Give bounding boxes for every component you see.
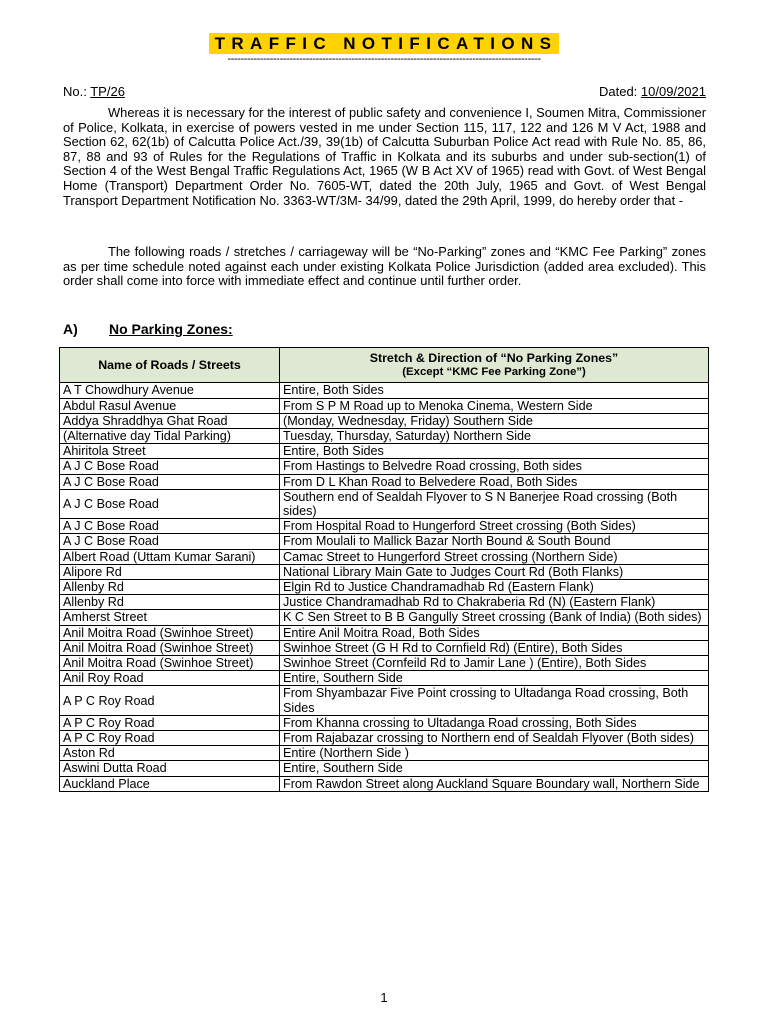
table-row xyxy=(60,580,709,595)
table-row xyxy=(60,761,709,776)
road-name-cell: Auckland Place xyxy=(60,776,280,791)
page-title: TRAFFIC NOTIFICATIONS xyxy=(209,33,560,54)
road-name-cell: A P C Roy Road xyxy=(60,686,280,715)
table-row xyxy=(60,610,709,625)
stretch-cell: Elgin Rd to Justice Chandramadhab Rd (Eastern Flank) xyxy=(280,580,709,595)
table-header-row xyxy=(60,348,709,383)
stretch-cell: Southern end of Sealdah Flyover to S N Banerjee Road crossing (Both sides) xyxy=(280,489,709,518)
road-name-cell: Anil Moitra Road (Swinhoe Street) xyxy=(60,625,280,640)
road-name-cell: A P C Roy Road xyxy=(60,731,280,746)
road-name-cell: Anil Moitra Road (Swinhoe Street) xyxy=(60,640,280,655)
notification-number-label: No.: xyxy=(63,84,87,99)
column-header-road: Name of Roads / Streets xyxy=(60,348,280,383)
road-name-cell: Ahiritola Street xyxy=(60,444,280,459)
stretch-cell: From Khanna crossing to Ultadanga Road crossing, Both Sides xyxy=(280,715,709,730)
order-paragraph: The following roads / stretches / carriageway will be “No-Parking” zones and “KMC Fee Parking” zones as per time schedule noted against each under existing Kolkata Police Jurisdiction (added area excluded). This order shall come into force with immediate effect and continue until further order. xyxy=(63,244,706,289)
section-heading xyxy=(63,321,233,338)
table-row xyxy=(60,383,709,398)
table-row xyxy=(60,625,709,640)
stretch-cell: Entire, Southern Side xyxy=(280,761,709,776)
road-name-cell: (Alternative day Tidal Parking) xyxy=(60,429,280,444)
notification-date-value: 10/09/2021 xyxy=(640,84,706,99)
stretch-cell: From Rajabazar crossing to Northern end of Sealdah Flyover (Both sides) xyxy=(280,731,709,746)
notification-number-value: TP/26 xyxy=(90,84,125,99)
table-row xyxy=(60,746,709,761)
stretch-cell: K C Sen Street to B B Gangully Street crossing (Bank of India) (Both sides) xyxy=(280,610,709,625)
page-number: 1 xyxy=(380,990,388,1005)
stretch-cell: Tuesday, Thursday, Saturday) Northern Side xyxy=(280,429,709,444)
table-row xyxy=(60,444,709,459)
table-row xyxy=(60,595,709,610)
table-row xyxy=(60,715,709,730)
road-name-cell: Aswini Dutta Road xyxy=(60,761,280,776)
stretch-cell: (Monday, Wednesday, Friday) Southern Side xyxy=(280,413,709,428)
table-row xyxy=(60,474,709,489)
section-title: No Parking Zones: xyxy=(109,321,233,337)
road-name-cell: Allenby Rd xyxy=(60,580,280,595)
stretch-cell: Swinhoe Street (Cornfeild Rd to Jamir Lane ) (Entire), Both Sides xyxy=(280,656,709,671)
stretch-cell: From Rawdon Street along Auckland Square Boundary wall, Northern Side xyxy=(280,776,709,791)
road-name-cell: A T Chowdhury Avenue xyxy=(60,383,280,398)
column-header-stretch-subtitle: (Except “KMC Fee Parking Zone”) xyxy=(402,366,586,379)
notification-number xyxy=(63,84,125,100)
stretch-cell: From Hospital Road to Hungerford Street crossing (Both Sides) xyxy=(280,519,709,534)
table-row xyxy=(60,671,709,686)
table-row xyxy=(60,398,709,413)
notification-date xyxy=(599,84,706,100)
stretch-cell: From Shyambazar Five Point crossing to Ultadanga Road crossing, Both Sides xyxy=(280,686,709,715)
table-row xyxy=(60,564,709,579)
table-row xyxy=(60,413,709,428)
table-row xyxy=(60,686,709,715)
road-name-cell: A J C Bose Road xyxy=(60,489,280,518)
road-name-cell: A J C Bose Road xyxy=(60,519,280,534)
table-row xyxy=(60,731,709,746)
title-wrapper xyxy=(0,33,768,54)
stretch-cell: Swinhoe Street (G H Rd to Cornfield Rd) (Entire), Both Sides xyxy=(280,640,709,655)
road-name-cell: Addya Shraddhya Ghat Road xyxy=(60,413,280,428)
road-name-cell: A P C Roy Road xyxy=(60,715,280,730)
road-name-cell: A J C Bose Road xyxy=(60,534,280,549)
stretch-cell: From Moulali to Mallick Bazar North Bound & South Bound xyxy=(280,534,709,549)
stretch-cell: National Library Main Gate to Judges Court Rd (Both Flanks) xyxy=(280,564,709,579)
road-name-cell: Anil Roy Road xyxy=(60,671,280,686)
road-name-cell: Albert Road (Uttam Kumar Sarani) xyxy=(60,549,280,564)
column-header-stretch-title: Stretch & Direction of “No Parking Zones” xyxy=(369,351,619,365)
road-name-cell: A J C Bose Road xyxy=(60,474,280,489)
table-row xyxy=(60,489,709,518)
stretch-cell: From S P M Road up to Menoka Cinema, Western Side xyxy=(280,398,709,413)
table-body xyxy=(60,383,709,791)
section-letter: A) xyxy=(63,321,78,337)
table-row xyxy=(60,776,709,791)
stretch-cell: Entire (Northern Side ) xyxy=(280,746,709,761)
stretch-cell: Entire, Both Sides xyxy=(280,444,709,459)
table-row xyxy=(60,640,709,655)
road-name-cell: A J C Bose Road xyxy=(60,459,280,474)
road-name-cell: Amherst Street xyxy=(60,610,280,625)
road-name-cell: Alipore Rd xyxy=(60,564,280,579)
notification-date-label: Dated: xyxy=(598,84,638,99)
stretch-cell: Justice Chandramadhab Rd to Chakraberia Rd (N) (Eastern Flank) xyxy=(280,595,709,610)
table-row xyxy=(60,519,709,534)
road-name-cell: Aston Rd xyxy=(60,746,280,761)
table-row xyxy=(60,459,709,474)
stretch-cell: Entire, Southern Side xyxy=(280,671,709,686)
stretch-cell: Camac Street to Hungerford Street crossing (Northern Side) xyxy=(280,549,709,564)
road-name-cell: Anil Moitra Road (Swinhoe Street) xyxy=(60,656,280,671)
table-row xyxy=(60,534,709,549)
stretch-cell: Entire, Both Sides xyxy=(280,383,709,398)
table-row xyxy=(60,549,709,564)
column-header-stretch xyxy=(280,348,709,383)
road-name-cell: Abdul Rasul Avenue xyxy=(60,398,280,413)
stretch-cell: Entire Anil Moitra Road, Both Sides xyxy=(280,625,709,640)
table-row xyxy=(60,429,709,444)
stretch-cell: From Hastings to Belvedre Road crossing, Both sides xyxy=(280,459,709,474)
road-name-cell: Allenby Rd xyxy=(60,595,280,610)
title-divider: ------------------------------------------------------------------------------------------------ xyxy=(227,53,541,65)
no-parking-table xyxy=(59,347,709,792)
stretch-cell: From D L Khan Road to Belvedere Road, Both Sides xyxy=(280,474,709,489)
table-row xyxy=(60,656,709,671)
preamble-paragraph: Whereas it is necessary for the interest of public safety and convenience I, Soumen Mitra, Commissioner of Police, Kolkata, in exercise of powers vested in me under Section 115, 117, 122 and 126 M V Act, 1988 and Section 62, 62(1b) of Calcutta Police Act./39, 39(1b) of Calcutta Suburban Police Act read with Rule No. 85, 86, 87, 88 and 93 of Rules for the Regulations of Traffic in Kolkata and its suburbs and under sub-section(1) of Section 4 of the West Bengal Traffic Regulations Act, 1965 (W B Act XV of 1965) read with Govt. of West Bengal Home (Transport) Department Order No. 7605-WT, dated the 20th July, 1965 and Govt. of West Bengal Transport Department Notification No. 3363-WT/3M- 34/99, dated the 29th April, 1999, do hereby order that - xyxy=(63,105,706,208)
